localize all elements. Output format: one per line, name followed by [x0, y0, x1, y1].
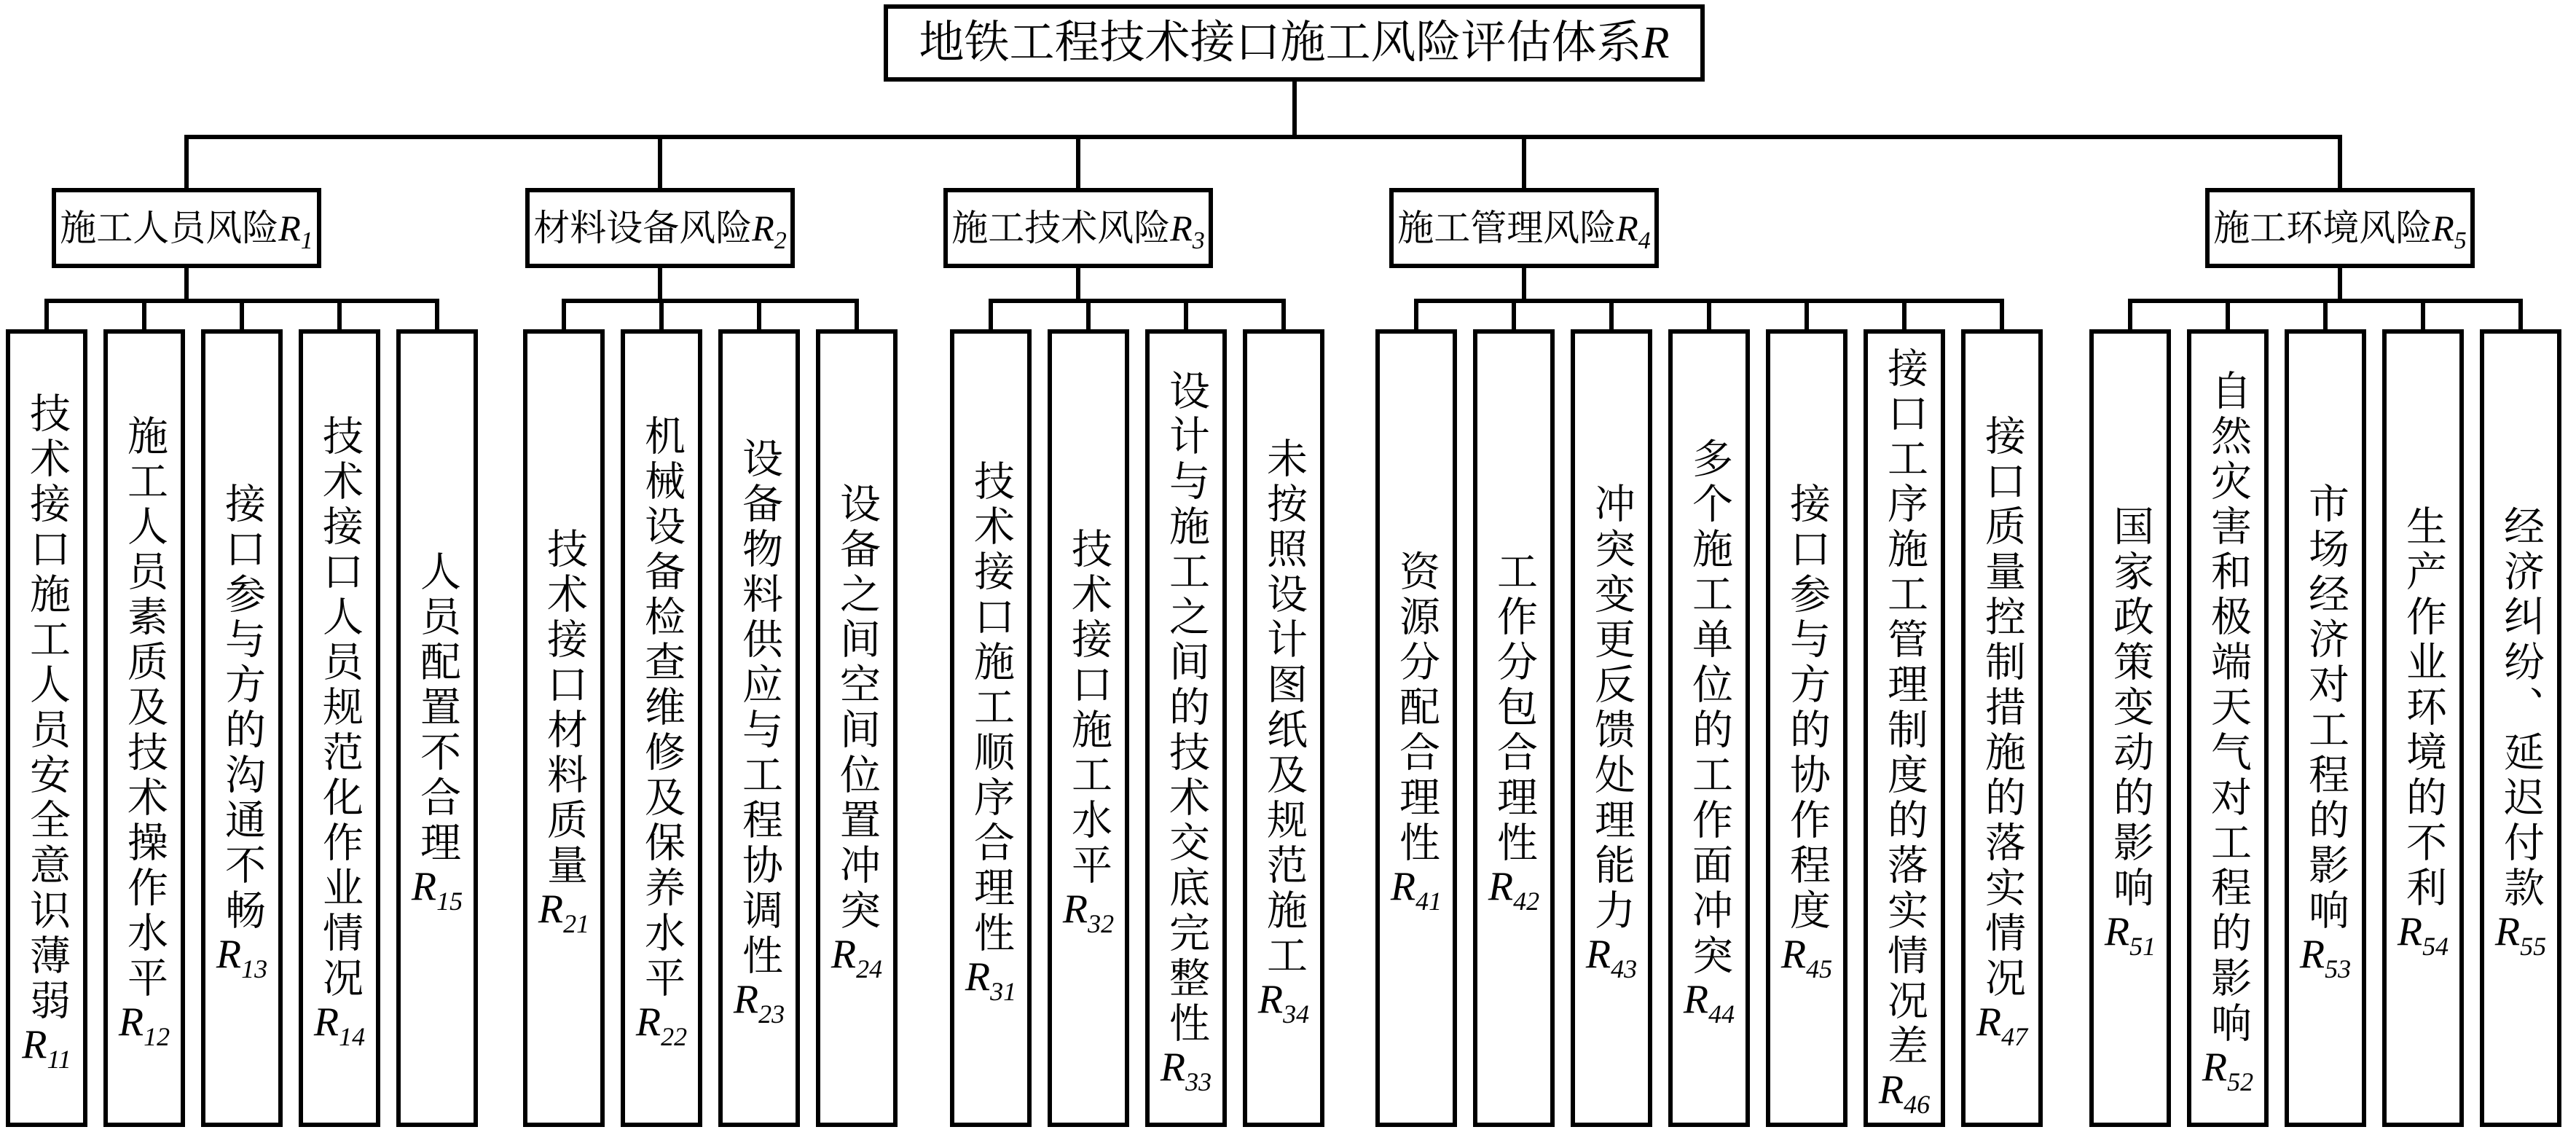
risk-item-R46-text: 接口工序施工管理制度的落实情况差$R_{46}$	[1878, 346, 1931, 1119]
connector-group2-stub	[658, 135, 662, 192]
risk-item-R22	[621, 329, 702, 1127]
risk-item-R45	[1766, 329, 1847, 1127]
risk-item-R21	[523, 329, 605, 1127]
risk-item-R54	[2382, 329, 2464, 1127]
risk-item-R41-text: 资源分配合理性$R_{41}$	[1390, 549, 1442, 916]
risk-group-R1-label: 施工人员风险$R_1$	[60, 208, 313, 254]
risk-item-R24	[816, 329, 898, 1127]
risk-item-R41	[1375, 329, 1457, 1127]
connector-leaf-stub	[562, 299, 566, 334]
connector-trunk	[184, 135, 2342, 139]
risk-item-R51-text: 国家政策变动的影响$R_{51}$	[2104, 504, 2156, 961]
risk-group-R2-box	[525, 188, 795, 268]
connector-leaf-stub	[337, 299, 342, 334]
risk-group-R1-box	[52, 188, 321, 268]
risk-group-R5-box	[2205, 188, 2475, 268]
risk-item-R34-text: 未按照设计图纸及规范施工$R_{34}$	[1257, 436, 1310, 1029]
risk-item-R15	[396, 329, 478, 1127]
risk-item-R53	[2285, 329, 2366, 1127]
connector-leaf-stub	[2128, 299, 2132, 334]
risk-item-R44-text: 多个施工单位的工作面冲突$R_{44}$	[1683, 436, 1735, 1029]
risk-group-R4-box	[1389, 188, 1659, 268]
risk-item-R43-text: 冲突变更反馈处理能力$R_{43}$	[1585, 482, 1638, 983]
risk-item-R42	[1473, 329, 1555, 1127]
root-title-box	[884, 4, 1705, 82]
risk-item-R12	[103, 329, 185, 1127]
risk-item-R51	[2089, 329, 2171, 1127]
connector-group5-down	[2338, 264, 2342, 303]
risk-group-R5-label: 施工环境风险$R_5$	[2213, 208, 2467, 254]
connector-leaf-stub	[1707, 299, 1711, 334]
risk-item-R52	[2187, 329, 2269, 1127]
connector-root-stub	[1292, 82, 1297, 139]
risk-item-R47-text: 接口质量控制措施的落实情况$R_{47}$	[1976, 414, 2028, 1051]
connector-group3-bar	[989, 299, 1286, 303]
connector-leaf-stub	[240, 299, 244, 334]
connector-group2-down	[658, 264, 662, 303]
risk-item-R47	[1961, 329, 2043, 1127]
connector-leaf-stub	[1902, 299, 1907, 334]
risk-item-R32	[1048, 329, 1129, 1127]
connector-group5-stub	[2338, 135, 2342, 192]
risk-group-R2-label: 材料设备风险$R_2$	[533, 208, 787, 254]
connector-leaf-stub	[1086, 299, 1091, 334]
risk-item-R23	[718, 329, 800, 1127]
risk-item-R15-text: 人员配置不合理$R_{15}$	[411, 549, 463, 916]
risk-item-R45-text: 接口参与方的协作程度$R_{45}$	[1780, 482, 1833, 983]
connector-leaf-stub	[757, 299, 761, 334]
risk-item-R55	[2480, 329, 2561, 1127]
risk-item-R33	[1145, 329, 1227, 1127]
connector-leaf-stub	[44, 299, 49, 334]
risk-item-R43	[1571, 329, 1652, 1127]
connector-leaf-stub	[1281, 299, 1286, 334]
connector-group3-stub	[1076, 135, 1080, 192]
risk-item-R32-text: 技术接口施工水平$R_{32}$	[1062, 527, 1115, 938]
connector-leaf-stub	[2226, 299, 2230, 334]
risk-item-R31	[950, 329, 1032, 1127]
risk-item-R33-text: 设计与施工之间的技术交底完整性$R_{33}$	[1160, 369, 1212, 1096]
risk-item-R55-text: 经济纠纷、延迟付款$R_{55}$	[2494, 504, 2547, 961]
risk-item-R42-text: 工作分包合理性$R_{42}$	[1488, 549, 1540, 916]
connector-leaf-stub	[1414, 299, 1418, 334]
connector-leaf-stub	[1184, 299, 1188, 334]
risk-item-R44	[1668, 329, 1750, 1127]
connector-leaf-stub	[435, 299, 439, 334]
connector-group1-stub	[184, 135, 189, 192]
connector-leaf-stub	[2323, 299, 2328, 334]
risk-item-R31-text: 技术接口施工顺序合理性$R_{31}$	[965, 459, 1017, 1006]
connector-leaf-stub	[989, 299, 993, 334]
risk-item-R12-text: 施工人员素质及技术操作水平$R_{12}$	[118, 414, 170, 1051]
connector-group3-down	[1076, 264, 1080, 303]
connector-leaf-stub	[2000, 299, 2004, 334]
connector-group1-down	[184, 264, 189, 303]
connector-group4-stub	[1522, 135, 1526, 192]
risk-item-R13	[201, 329, 283, 1127]
risk-item-R53-text: 市场经济对工程的影响$R_{53}$	[2299, 482, 2352, 983]
connector-leaf-stub	[142, 299, 146, 334]
connector-leaf-stub	[659, 299, 664, 334]
risk-item-R34	[1243, 329, 1324, 1127]
risk-item-R11-text: 技术接口施工人员安全意识薄弱$R_{11}$	[22, 391, 71, 1074]
connector-group2-bar	[562, 299, 859, 303]
connector-group4-down	[1522, 264, 1526, 303]
risk-group-R3-label: 施工技术风险$R_3$	[951, 208, 1205, 254]
connector-leaf-stub	[855, 299, 859, 334]
risk-item-R46	[1864, 329, 1945, 1127]
risk-item-R11	[6, 329, 87, 1127]
connector-leaf-stub	[2421, 299, 2425, 334]
connector-leaf-stub	[1512, 299, 1516, 334]
risk-item-R21-text: 技术接口材料质量$R_{21}$	[538, 527, 590, 938]
risk-item-R54-text: 生产作业环境的不利$R_{54}$	[2397, 504, 2449, 961]
risk-group-R4-label: 施工管理风险$R_4$	[1397, 208, 1651, 254]
risk-item-R14-text: 技术接口人员规范化作业情况$R_{14}$	[313, 414, 366, 1051]
risk-item-R22-text: 机械设备检查维修及保养水平$R_{22}$	[635, 414, 688, 1051]
risk-item-R24-text: 设备之间空间位置冲突$R_{24}$	[830, 482, 883, 983]
risk-item-R23-text: 设备物料供应与工程协调性$R_{23}$	[733, 436, 785, 1029]
risk-item-R52-text: 自然灾害和极端天气对工程的影响$R_{52}$	[2202, 369, 2254, 1096]
connector-leaf-stub	[1609, 299, 1614, 334]
connector-leaf-stub	[1805, 299, 1809, 334]
risk-item-R13-text: 接口参与方的沟通不畅$R_{13}$	[216, 482, 268, 983]
risk-group-R3-box	[943, 188, 1213, 268]
risk-item-R14	[299, 329, 380, 1127]
connector-leaf-stub	[2518, 299, 2523, 334]
root-title: 地铁工程技术接口施工风险评估体系R	[919, 18, 1670, 68]
